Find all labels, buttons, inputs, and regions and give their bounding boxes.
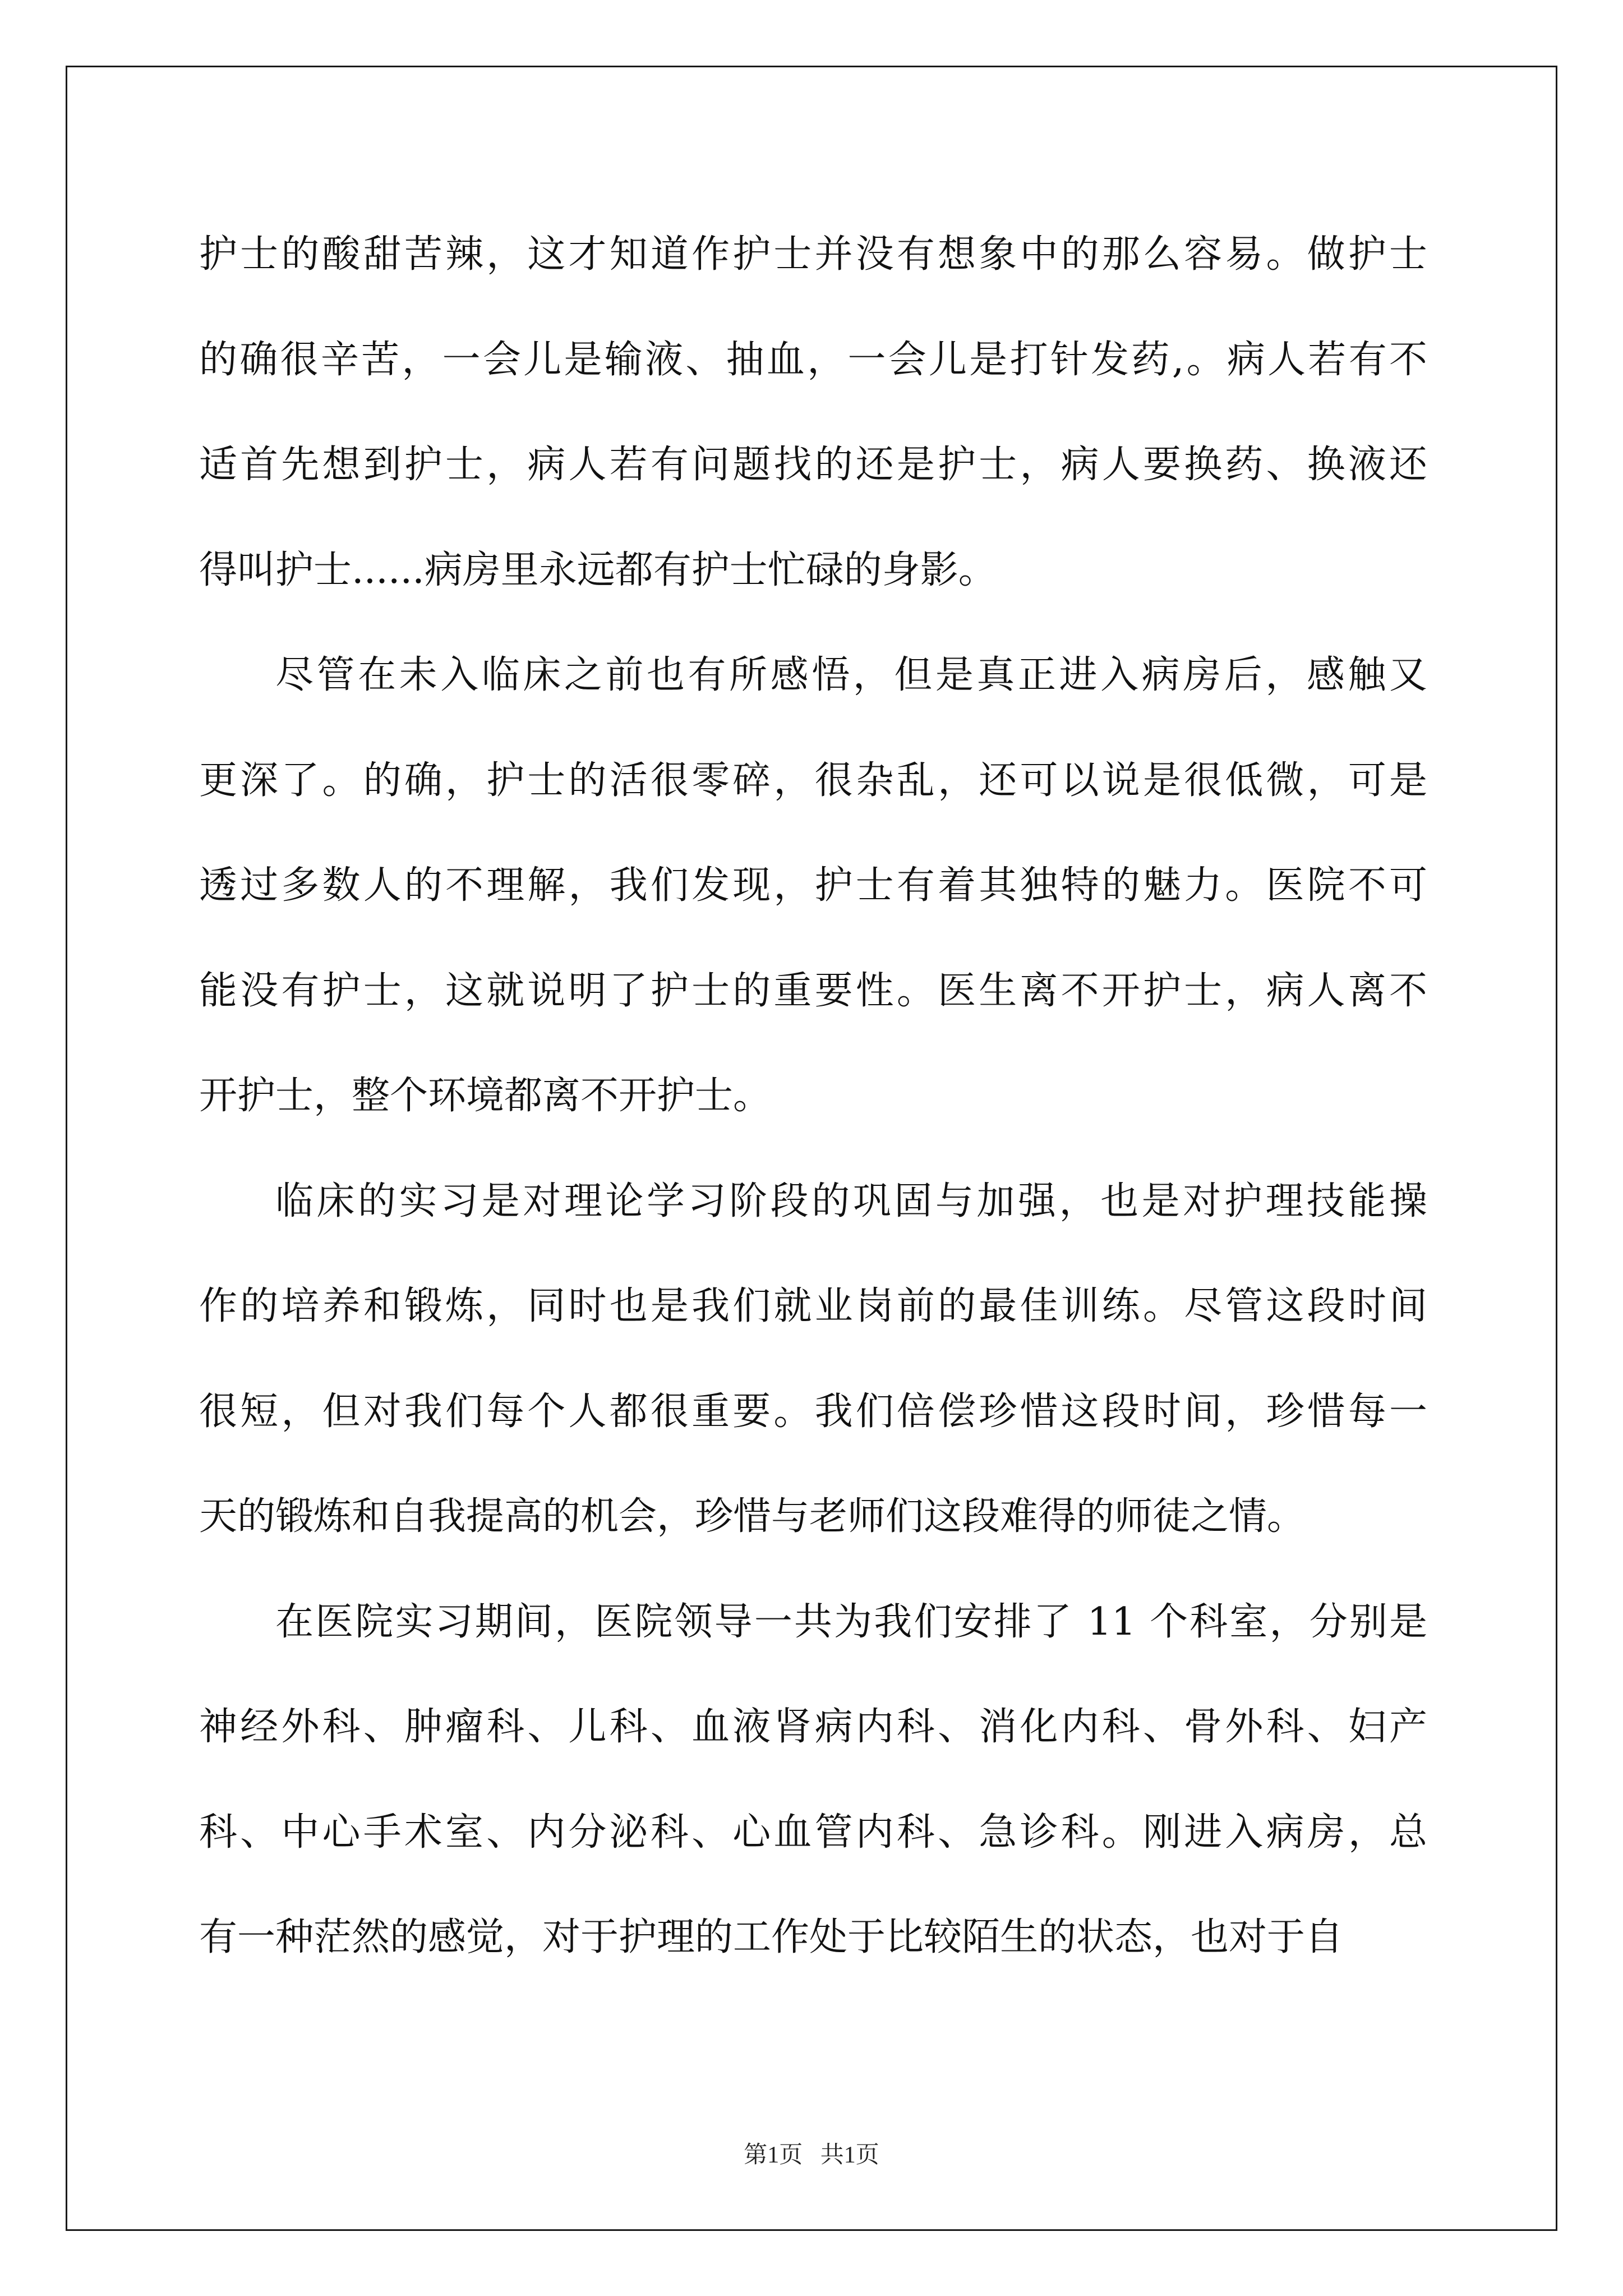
paragraph bbox=[199, 1149, 1427, 1570]
text-line: 透过多数人的不理解，我们发现，护士有着其独特的魅力。医院不可 bbox=[199, 863, 1427, 908]
document-body bbox=[199, 202, 1427, 1990]
paragraph bbox=[199, 623, 1427, 1149]
paragraph bbox=[199, 202, 1427, 623]
page-total: 共1页 bbox=[820, 2142, 879, 2168]
text-line: 护士的酸甜苦辣，这才知道作护士并没有想象中的那么容易。做护士 bbox=[199, 232, 1427, 277]
footer-gap bbox=[803, 2142, 820, 2168]
text-line: 临床的实习是对理论学习阶段的巩固与加强，也是对护理技能操 bbox=[275, 1179, 1427, 1223]
text-line: 很短，但对我们每个人都很重要。我们倍偿珍惜这段时间，珍惜每一 bbox=[199, 1389, 1427, 1434]
page-number: 第1页 bbox=[744, 2142, 803, 2168]
text-line: 适首先想到护士，病人若有问题找的还是护士，病人要换药、换液还 bbox=[199, 443, 1427, 487]
text-line: 尽管在未入临床之前也有所感悟，但是真正进入病房后，感触又 bbox=[275, 653, 1427, 697]
text-line: 作的培养和锻炼，同时也是我们就业岗前的最佳训练。尽管这段时间 bbox=[199, 1284, 1427, 1328]
paragraph bbox=[199, 1570, 1427, 1990]
text-line: 开护士，整个环境都离不开护士。 bbox=[199, 1074, 772, 1118]
text-line: 能没有护士，这就说明了护士的重要性。医生离不开护士，病人离不 bbox=[199, 968, 1427, 1013]
text-line: 更深了。的确，护士的活很零碎，很杂乱，还可以说是很低微，可是 bbox=[199, 758, 1427, 803]
text-line: 在医院实习期间，医院领导一共为我们安排了 11 个科室，分别是 bbox=[275, 1599, 1427, 1644]
text-line: 有一种茫然的感觉，对于护理的工作处于比较陌生的状态，也对于自 bbox=[199, 1915, 1344, 1959]
text-line: 天的锻炼和自我提高的机会，珍惜与老师们这段难得的师徒之情。 bbox=[199, 1494, 1306, 1539]
text-line: 得叫护士......病房里永远都有护士忙碌的身影。 bbox=[199, 547, 997, 592]
text-line: 科、中心手术室、内分泌科、心血管内科、急诊科。刚进入病房，总 bbox=[199, 1810, 1427, 1855]
text-line: 的确很辛苦，一会儿是输液、抽血，一会儿是打针发药,。病人若有不 bbox=[199, 337, 1427, 382]
text-line: 神经外科、肿瘤科、儿科、血液肾病内科、消化内科、骨外科、妇产 bbox=[199, 1705, 1427, 1749]
page-footer bbox=[0, 2136, 1623, 2170]
